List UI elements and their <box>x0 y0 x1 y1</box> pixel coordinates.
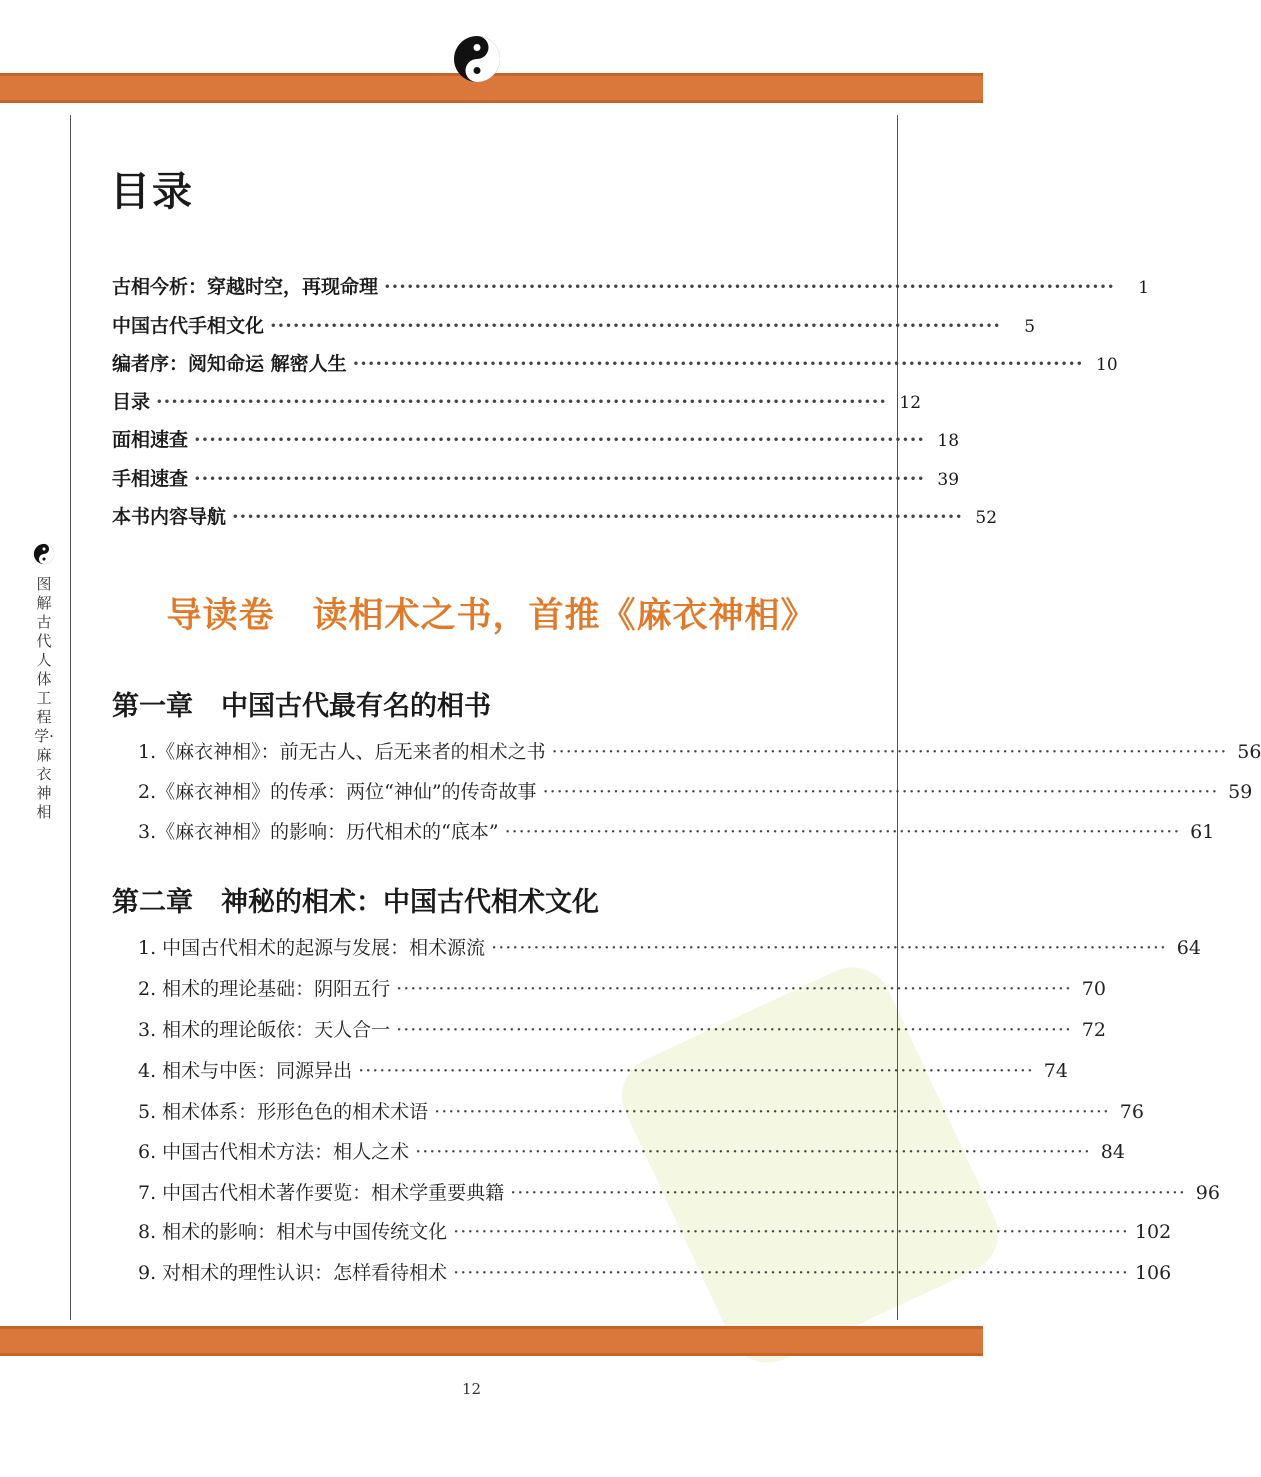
toc-entry-label: 7. 中国古代相术著作要览：相术学重要典籍 <box>138 1182 505 1204</box>
toc-entry-page: 96 <box>1195 1182 1220 1204</box>
running-book-title: 图解古代人体工程学·麻衣神相 <box>34 575 54 821</box>
toc-entry[interactable] <box>112 311 1036 338</box>
chapter-number: 第二章 <box>112 887 193 918</box>
chapter-heading <box>112 684 491 723</box>
toc-entry-page: 59 <box>1228 781 1253 803</box>
toc-entry-page: 5 <box>1024 317 1036 337</box>
toc-entry[interactable] <box>138 737 1261 764</box>
toc-entry[interactable] <box>138 1056 1068 1083</box>
dot-leader: ································································································ <box>194 468 926 490</box>
toc-entry-label: 中国古代手相文化 <box>112 315 265 337</box>
toc-entry-page: 10 <box>1096 355 1118 375</box>
toc-entry-page: 74 <box>1043 1060 1068 1082</box>
toc-entry[interactable] <box>138 1217 1172 1244</box>
toc-entry[interactable] <box>112 349 1118 376</box>
toc-entry-page: 64 <box>1176 937 1201 959</box>
toc-entry-label: 6. 中国古代相术方法：相人之术 <box>138 1141 410 1163</box>
yin-yang-icon <box>452 34 502 84</box>
toc-entry[interactable] <box>138 974 1106 1001</box>
toc-entry-page: 18 <box>937 431 960 451</box>
toc-entry[interactable] <box>138 1097 1144 1124</box>
dot-leader: ································································································ <box>542 781 1219 803</box>
toc-entry[interactable] <box>112 387 922 414</box>
toc-entry-label: 9. 对相术的理性认识：怎样看待相术 <box>138 1262 448 1284</box>
chapter-title: 神秘的相术：中国古代相术文化 <box>221 887 599 918</box>
toc-entry-label: 3. 相术的理论皈依：天人合一 <box>138 1019 391 1041</box>
chapter-heading <box>112 880 599 919</box>
toc-entry[interactable] <box>138 817 1215 844</box>
dot-leader: ································································································ <box>396 978 1072 1000</box>
dot-leader: ································································································ <box>551 741 1228 763</box>
yin-yang-icon <box>33 543 55 565</box>
toc-entry-label: 3.《麻衣神相》的影响：历代相术的“底本” <box>138 821 499 843</box>
section-title-text: 读相术之书，首推《麻衣神相》 <box>312 595 817 636</box>
dot-leader: ································································································ <box>415 1141 1091 1163</box>
dot-leader: ································································································ <box>504 821 1181 843</box>
toc-entry-label: 8. 相术的影响：相术与中国传统文化 <box>138 1221 448 1243</box>
dot-leader: ································································································ <box>232 506 964 528</box>
toc-entry-page: 12 <box>899 393 922 413</box>
toc-entry[interactable] <box>112 464 960 491</box>
section-heading <box>0 588 983 638</box>
toc-entry-page: 84 <box>1100 1141 1125 1163</box>
dot-leader: ································································································ <box>156 391 888 413</box>
dot-leader: ································································································ <box>358 1060 1034 1082</box>
toc-entry[interactable] <box>112 425 960 452</box>
toc-entry[interactable] <box>138 777 1253 804</box>
toc-entry-label: 编者序：阅知命运 解密人生 <box>112 353 347 375</box>
toc-entry[interactable] <box>138 1015 1106 1042</box>
toc-entry[interactable] <box>112 502 998 529</box>
toc-entry-page: 61 <box>1190 821 1215 843</box>
dot-leader: ································································································ <box>434 1101 1110 1123</box>
toc-entry-page: 102 <box>1134 1221 1172 1243</box>
toc-entry-label: 1. 中国古代相术的起源与发展：相术源流 <box>138 937 486 959</box>
toc-entry-label: 1.《麻衣神相》：前无古人、后无来者的相术之书 <box>138 741 546 763</box>
dot-leader: ································································································ <box>352 353 1084 375</box>
toc-entry-page: 39 <box>937 470 960 490</box>
toc-entry-page: 70 <box>1081 978 1106 1000</box>
toc-entry-label: 古相今析：穿越时空，再现命理 <box>112 276 379 298</box>
dot-leader: ································································································ <box>194 429 926 451</box>
toc-entry[interactable] <box>112 272 1150 299</box>
bottom-decorative-band <box>0 1326 983 1356</box>
toc-entry-page: 1 <box>1138 278 1150 298</box>
chapter-title: 中国古代最有名的相书 <box>221 691 491 722</box>
chapter-number: 第一章 <box>112 691 193 722</box>
toc-entry-page: 56 <box>1237 741 1261 763</box>
toc-entry-label: 目录 <box>112 391 151 413</box>
toc-entry[interactable] <box>138 1258 1172 1285</box>
toc-entry-label: 4. 相术与中医：同源异出 <box>138 1060 353 1082</box>
toc-entry-label: 本书内容导航 <box>112 506 227 528</box>
toc-entry-page: 76 <box>1119 1101 1144 1123</box>
dot-leader: ································································································ <box>384 276 1116 298</box>
page-title: 目录 <box>110 168 194 215</box>
dot-leader: ································································································ <box>453 1221 1129 1243</box>
dot-leader: ································································································ <box>510 1182 1186 1204</box>
dot-leader: ································································································ <box>491 937 1167 959</box>
toc-entry[interactable] <box>138 1178 1220 1205</box>
section-name: 导读卷 <box>166 595 275 636</box>
toc-entry-label: 手相速查 <box>112 468 189 490</box>
toc-entry-label: 面相速查 <box>112 429 189 451</box>
left-margin-rule <box>70 115 71 1320</box>
toc-entry-label: 2.《麻衣神相》的传承：两位“神仙”的传奇故事 <box>138 781 537 803</box>
toc-entry-page: 72 <box>1081 1019 1106 1041</box>
toc-entry-label: 2. 相术的理论基础：阴阳五行 <box>138 978 391 1000</box>
toc-entry-page: 52 <box>975 508 998 528</box>
dot-leader: ································································································ <box>270 315 1002 337</box>
dot-leader: ································································································ <box>396 1019 1072 1041</box>
page-number: 12 <box>462 1380 482 1398</box>
toc-entry[interactable] <box>138 1137 1125 1164</box>
toc-entry-label: 5. 相术体系：形形色色的相术术语 <box>138 1101 429 1123</box>
dot-leader: ································································································ <box>453 1262 1129 1284</box>
toc-entry[interactable] <box>138 933 1201 960</box>
toc-entry-page: 106 <box>1134 1262 1172 1284</box>
